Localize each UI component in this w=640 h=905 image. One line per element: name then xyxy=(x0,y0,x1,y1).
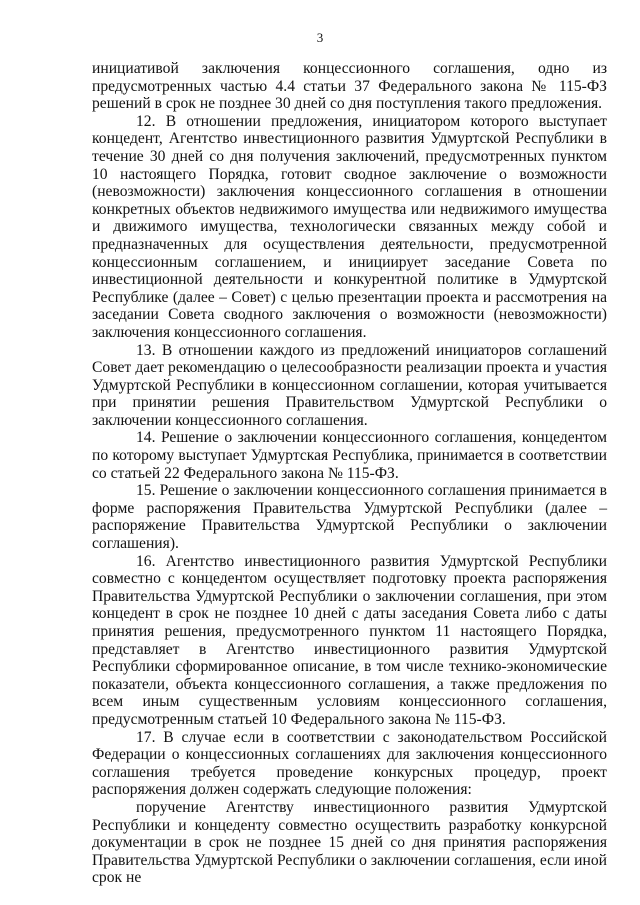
paragraph-16: 16. Агентство инвестиционного развития Удмуртской Республики совместно с концедентом осуществляет подготовку проекта распоряжения Правительства Удмуртской Республики о заключении соглашения, при этом концедент в срок не позднее 10 дней с даты заседания Совета либо с даты принятия решения, предусмотренного пунктом 11 настоящего Порядка, представляет в Агентство инвестиционного развития Удмуртской Республики сформированное описание, в том числе технико-экономические показатели, объекта концессионного соглашения, а также предложения по всем иным существенным условиям концессионного соглашения, предусмотренным статьей 10 Федерального закона № 115-ФЗ. xyxy=(92,552,607,728)
paragraph-17-item: поручение Агентству инвестиционного развития Удмуртской Республики и концеденту совместно осуществить разработку конкурсной документации в срок не позднее 15 дней со дня принятия распоряжения Правительства Удмуртской Республики о заключении соглашения, если иной срок не xyxy=(92,798,607,887)
document-body xyxy=(92,60,607,887)
paragraph-13: 13. В отношении каждого из предложений инициаторов соглашений Совет дает рекомендацию о целесообразности реализации проекта и участия Удмуртской Республики в концессионном соглашении, которая учитывается при принятии решения Правительством Удмуртской Республики о заключении концессионного соглашения. xyxy=(92,341,607,429)
paragraph-15: 15. Решение о заключении концессионного соглашения принимается в форме распоряжения Правительства Удмуртской Республики (далее – распоряжение Правительства Удмуртской Республики о заключении соглашения). xyxy=(92,482,607,553)
paragraph-14: 14. Решение о заключении концессионного соглашения, концедентом по которому выступает Удмуртская Республика, принимается в соответствии со статьей 22 Федерального закона № 115-ФЗ. xyxy=(92,429,607,482)
page-number: 3 xyxy=(316,30,324,45)
paragraph-17: 17. В случае если в соответствии с законодательством Российской Федерации о концессионных соглашениях для заключения концессионного соглашения требуется проведение конкурсных процедур, проект распоряжения должен содержать следующие положения: xyxy=(92,728,607,799)
paragraph-12: 12. В отношении предложения, инициатором которого выступает концедент, Агентство инвестиционного развития Удмуртской Республики в течение 30 дней со дня получения заключений, предусмотренных пунктом 10 настоящего Порядка, готовит сводное заключение о возможности (невозможности) заключения концессионного соглашения в отношении конкретных объектов недвижимого имущества или недвижимого имущества и движимого имущества, технологически связанных между собой и предназначенных для осуществления деятельности, предусмотренной концессионным соглашением, и инициирует заседание Совета по инвестиционной деятельности и конкурентной политике в Удмуртской Республике (далее – Совет) с целью презентации проекта и рассмотрения на заседании Совета сводного заключения о возможности (невозможности) заключения концессионного соглашения. xyxy=(92,112,607,341)
paragraph-11-continuation: инициативой заключения концессионного соглашения, одно из предусмотренных частью 4.4 статьи 37 Федерального закона № 115-ФЗ решений в срок не позднее 30 дней со дня поступления такого предложения. xyxy=(92,60,607,113)
